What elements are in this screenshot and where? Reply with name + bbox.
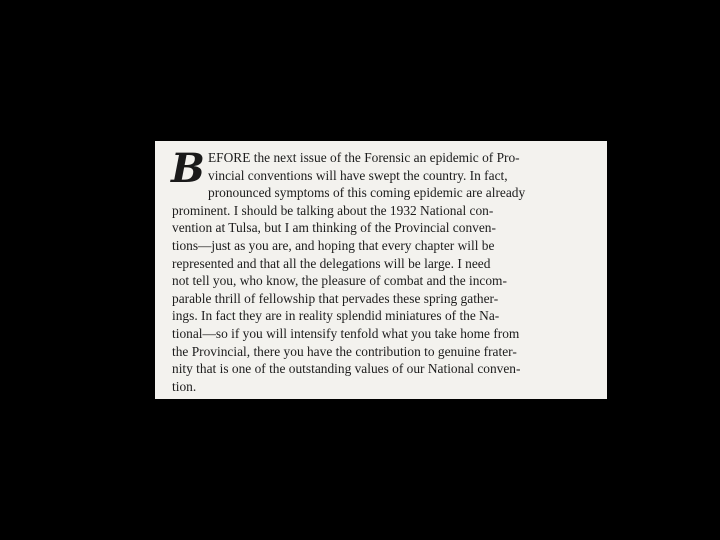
drop-cap-letter: B bbox=[171, 145, 205, 192]
text-line: the Provincial, there you have the contribution to genuine frater- bbox=[172, 343, 517, 359]
text-line: parable thrill of fellowship that pervades these spring gather- bbox=[172, 290, 499, 306]
text-line: EFORE the next issue of the Forensic an epidemic of Pro- bbox=[208, 150, 520, 165]
text-line: nity that is one of the outstanding values of our National conven- bbox=[172, 361, 521, 377]
text-line: ings. In fact they are in reality splendid miniatures of the Na- bbox=[172, 308, 500, 324]
text-line: tion. bbox=[172, 378, 197, 394]
text-line: tional—so if you will intensify tenfold what you take home from bbox=[172, 326, 520, 341]
text-line: vincial conventions will have swept the country. In fact, bbox=[208, 167, 508, 183]
article-clipping bbox=[155, 141, 607, 399]
text-line: not tell you, who know, the pleasure of combat and the incom- bbox=[172, 273, 507, 289]
text-line: pronounced symptoms of this coming epidemic are already bbox=[208, 185, 526, 201]
text-line: represented and that all the delegations will be large. I need bbox=[172, 255, 491, 271]
text-line: prominent. I should be talking about the 1932 National con- bbox=[172, 202, 494, 218]
text-line: vention at Tulsa, but I am thinking of the Provincial conven- bbox=[172, 220, 496, 236]
text-line: tions—just as you are, and hoping that every chapter will be bbox=[172, 238, 495, 253]
